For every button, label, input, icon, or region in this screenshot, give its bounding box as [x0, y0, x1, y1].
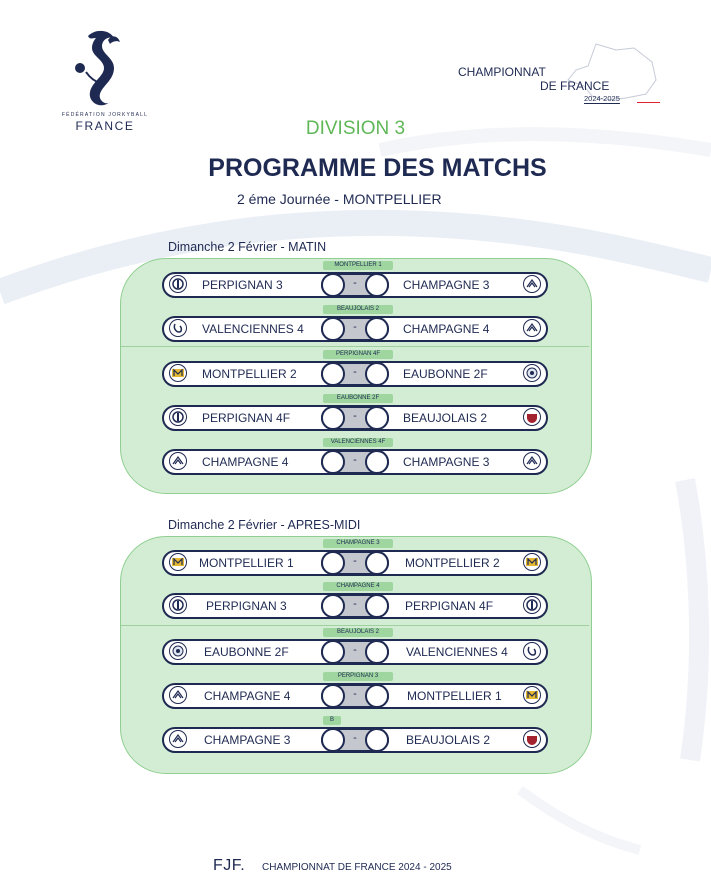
division-title: DIVISION 3: [305, 118, 406, 139]
score-box: [321, 728, 389, 752]
away-team: BEAUJOLAIS 2: [403, 411, 488, 425]
away-score-field[interactable]: [365, 317, 389, 341]
score-separator: -: [353, 277, 357, 289]
score-separator: -: [353, 688, 357, 700]
championship-logo: [456, 62, 676, 112]
referee-label: CHAMPAGNE 4: [323, 582, 393, 591]
champagne-crest-icon: [169, 730, 187, 748]
referee-label: BEAUJOLAIS 2: [323, 628, 393, 637]
home-team: CHAMPAGNE 4: [202, 455, 289, 469]
match-row: [162, 727, 548, 753]
away-team: CHAMPAGNE 4: [403, 322, 490, 336]
federation-country-label: FRANCE: [75, 119, 135, 133]
referee-label: VALENCIENNES 4F: [323, 438, 393, 447]
score-separator: -: [353, 321, 357, 333]
match-row: [162, 272, 548, 298]
referee-label: PERPIGNAN 4F: [323, 350, 393, 359]
match-row: [162, 550, 548, 576]
eaubonne-crest-icon: [169, 642, 187, 660]
match-row: [162, 316, 548, 342]
home-team: MONTPELLIER 2: [202, 367, 297, 381]
perpignan-crest-icon: [169, 275, 187, 293]
score-separator: -: [353, 454, 357, 466]
away-team: PERPIGNAN 4F: [405, 599, 494, 613]
away-score-field[interactable]: [365, 450, 389, 474]
referee-label: EAUBONNE 2F: [323, 394, 393, 403]
away-score-field[interactable]: [365, 728, 389, 752]
away-score-field[interactable]: [365, 684, 389, 708]
score-separator: -: [353, 366, 357, 378]
match-row: [162, 593, 548, 619]
match-row: [162, 405, 548, 431]
perpignan-crest-icon: [169, 596, 187, 614]
score-box: [321, 450, 389, 474]
referee-label: PERPIGNAN 3: [323, 672, 393, 681]
accent-red-line: [637, 102, 660, 103]
score-box: [321, 640, 389, 664]
referee-label: B: [323, 716, 341, 725]
page-subtitle: 2 éme Journée - MONTPELLIER: [237, 191, 442, 207]
home-team: VALENCIENNES 4: [202, 322, 304, 336]
championship-season: 2024-2025: [584, 94, 620, 103]
federation-small-label: FÉDÉRATION JORKYBALL: [61, 112, 149, 118]
montpellier-crest-icon: [523, 553, 541, 571]
match-row: [162, 449, 548, 475]
match-row: [162, 361, 548, 387]
referee-label: CHAMPAGNE 3: [323, 539, 393, 548]
valenciennes-crest-icon: [523, 642, 541, 660]
score-separator: -: [353, 598, 357, 610]
away-team: VALENCIENNES 4: [406, 645, 508, 659]
perpignan-crest-icon: [169, 408, 187, 426]
away-team: EAUBONNE 2F: [403, 367, 488, 381]
score-box: [321, 684, 389, 708]
home-team: PERPIGNAN 4F: [202, 411, 291, 425]
page-title: PROGRAMME DES MATCHS: [208, 154, 547, 182]
referee-label: MONTPELLIER 1: [323, 261, 393, 270]
montpellier-crest-icon: [169, 364, 187, 382]
referee-label: BEAUJOLAIS 2: [323, 305, 393, 314]
match-row: [162, 683, 548, 709]
score-box: [321, 317, 389, 341]
championship-line2: DE FRANCE: [540, 79, 610, 93]
score-separator: -: [353, 644, 357, 656]
championship-line1: CHAMPIONNAT: [458, 65, 546, 79]
champagne-crest-icon: [169, 686, 187, 704]
panel-divider: [121, 625, 589, 626]
score-box: [321, 551, 389, 575]
rooster-ball-logo-icon: [50, 28, 160, 112]
montpellier-crest-icon: [169, 553, 187, 571]
footer-fjf: FJF.: [213, 857, 246, 874]
perpignan-crest-icon: [523, 596, 541, 614]
away-score-field[interactable]: [365, 406, 389, 430]
score-separator: -: [353, 410, 357, 422]
away-score-field[interactable]: [365, 273, 389, 297]
score-separator: -: [353, 555, 357, 567]
montpellier-crest-icon: [523, 686, 541, 704]
champagne-crest-icon: [523, 275, 541, 293]
away-team: CHAMPAGNE 3: [403, 278, 490, 292]
beaujolais-crest-icon: [523, 408, 541, 426]
away-team: MONTPELLIER 1: [407, 689, 502, 703]
match-row: [162, 639, 548, 665]
away-score-field[interactable]: [365, 362, 389, 386]
home-team: CHAMPAGNE 3: [204, 733, 291, 747]
champagne-crest-icon: [169, 452, 187, 470]
away-team: BEAUJOLAIS 2: [406, 733, 491, 747]
session-label-morning: Dimanche 2 Février - MATIN: [168, 240, 327, 254]
away-score-field[interactable]: [365, 640, 389, 664]
beaujolais-crest-icon: [523, 730, 541, 748]
score-box: [321, 594, 389, 618]
away-team: MONTPELLIER 2: [405, 556, 500, 570]
session-label-afternoon: Dimanche 2 Février - APRES-MIDI: [168, 518, 361, 532]
eaubonne-crest-icon: [523, 364, 541, 382]
score-box: [321, 406, 389, 430]
score-separator: -: [353, 732, 357, 744]
away-score-field[interactable]: [365, 594, 389, 618]
away-team: CHAMPAGNE 3: [403, 455, 490, 469]
champagne-crest-icon: [523, 452, 541, 470]
score-box: [321, 273, 389, 297]
home-team: PERPIGNAN 3: [202, 278, 283, 292]
home-team: MONTPELLIER 1: [199, 556, 294, 570]
footer-championship: CHAMPIONNAT DE FRANCE 2024 - 2025: [262, 862, 452, 873]
home-team: EAUBONNE 2F: [204, 645, 289, 659]
score-box: [321, 362, 389, 386]
away-score-field[interactable]: [365, 551, 389, 575]
home-team: CHAMPAGNE 4: [204, 689, 291, 703]
home-team: PERPIGNAN 3: [206, 599, 287, 613]
champagne-crest-icon: [523, 319, 541, 337]
panel-divider: [121, 346, 589, 347]
valenciennes-crest-icon: [169, 319, 187, 337]
